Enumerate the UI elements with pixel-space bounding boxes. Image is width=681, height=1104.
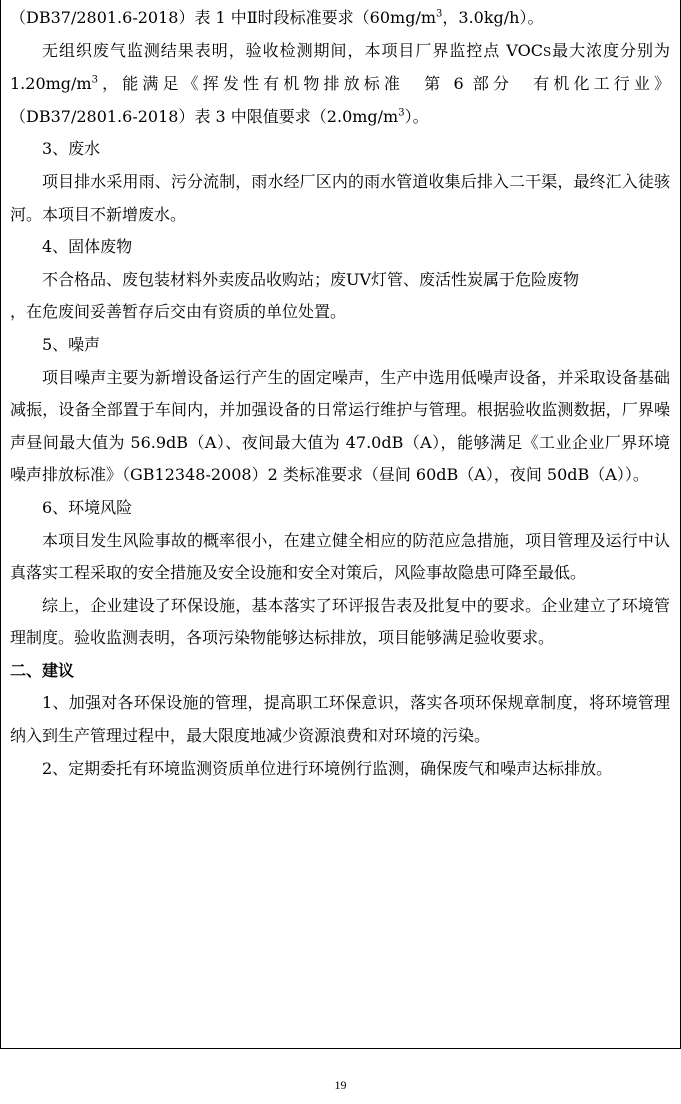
paragraph-summary: 综上，企业建设了环保设施，基本落实了环评报告表及批复中的要求。企业建立了环境管理制度。验收监测表明，各项污染物能够达标排放，项目能够满足验收要求。	[10, 595, 670, 648]
suggestion-1: 1、加强对各环保设施的管理，提高职工环保意识，落实各项环保规章制度，将环境管理纳入到生产管理过程中，最大限度地减少资源浪费和对环境的污染。	[10, 693, 670, 746]
suggestion-2: 2、定期委托有环境监测资质单位进行环境例行监测，确保废气和噪声达标排放。	[42, 758, 613, 778]
paragraph-solid-waste-line2: ，在危废间妥善暂存后交由有资质的单位处置。	[10, 302, 347, 322]
heading-noise: 5、噪声	[42, 334, 101, 354]
heading-solid-waste: 4、固体废物	[42, 237, 133, 257]
paragraph-environmental-risk: 本项目发生风险事故的概率很小，在建立健全相应的防范应急措施，项目管理及运行中认真落实工程采取的安全措施及安全设施和安全对策后，风险事故隐患可降至最低。	[10, 530, 670, 583]
heading-environmental-risk: 6、环境风险	[42, 497, 133, 517]
page-number: 19	[334, 1078, 347, 1092]
document-body	[10, 2, 670, 785]
paragraph-unorganized-emission: 无组织废气监测结果表明，验收检测期间，本项目厂界监控点 VOCS最大浓度分别为 $1.20mg/m^3$，能满足《挥发性有机物排放标准 第 6 部分 有机化工行业》（DB37/2801.6-2018）表 3 中限值要求$(2.0mg/m^3)$。	[10, 40, 670, 126]
paragraph-wastewater: 项目排水采用雨、污分流制，雨水经厂区内的雨水管道收集后排入二干渠，最终汇入徒骇河。本项目不新增废水。	[10, 171, 670, 224]
section-heading-suggestions: 二、建议	[10, 660, 75, 680]
paragraph-noise: 项目噪声主要为新增设备运行产生的固定噪声，生产中选用低噪声设备，并采取设备基础减振，设备全部置于车间内，并加强设备的日常运行维护与管理。根据验收监测数据，厂界噪声昼间最大值为 56.9dB（A）、夜间最大值为 47.0dB（A），能够满足《工业企业厂界环境噪声排放标准》（GB12348-2008）2 类标准要求（昼间 60dB（A），夜间 50dB（A））。	[10, 367, 670, 485]
paragraph-organized-emission-tail: （DB37/2801.6-2018）表 1 中Ⅱ时段标准要求（$60mg/m^3$，3.0kg/h）。	[10, 8, 544, 27]
heading-wastewater: 3、废水	[42, 139, 101, 159]
paragraph-solid-waste-line1: 不合格品、废包装材料外卖废品收购站；废UV灯管、废活性炭属于危险废物	[42, 269, 580, 289]
